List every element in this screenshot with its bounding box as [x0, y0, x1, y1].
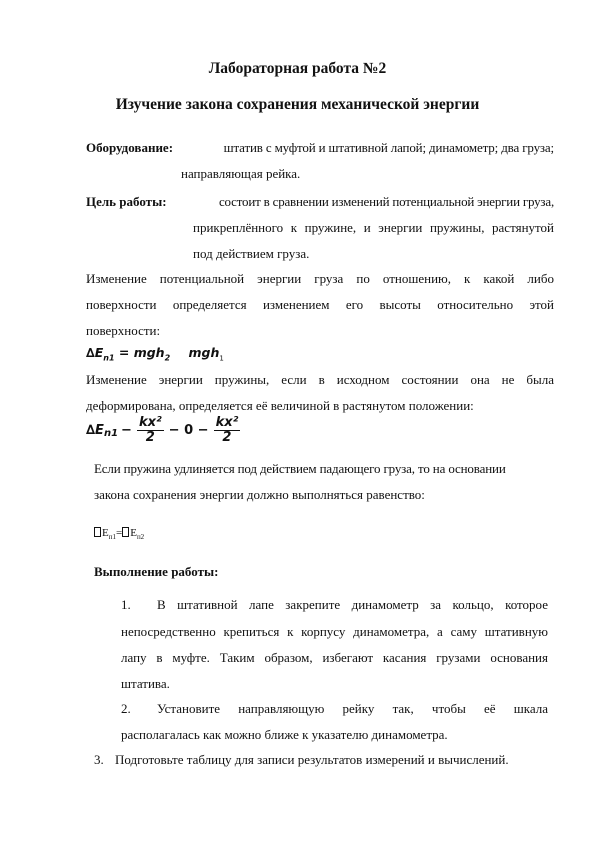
goal-line-2: прикреплённого к пружине, и энергии пружины, растянутой	[193, 220, 554, 235]
formula2-fraction-2	[214, 416, 241, 445]
step1-line-4: штатива.	[121, 676, 170, 691]
para2-line-1: Изменение энергии пружины, если в исходном состоянии она не была	[86, 372, 554, 387]
document-subtitle: Изучение закона сохранения механической энергии	[115, 96, 480, 113]
equipment-text-1: штатив с муфтой и штативной лапой; динамометр; два груза;	[223, 140, 554, 155]
equality-b: E	[130, 527, 137, 539]
equality-a-sub: п1	[108, 533, 116, 542]
formula2-den-2: 2	[222, 430, 232, 445]
formula-potential	[86, 345, 224, 363]
procedure-heading: Выполнение работы:	[94, 564, 219, 579]
formula2-den-1: 2	[145, 430, 155, 445]
para1-line-2: поверхности определяется изменением его высоты относительно этой	[86, 297, 554, 312]
delta-symbol-icon	[122, 527, 129, 537]
formula1-sub1: 1	[219, 354, 224, 363]
formula-spring	[86, 416, 242, 445]
equality-b-sub: п2	[136, 533, 145, 542]
step2-line-2: располагалась как можно ближе к указателю динамометра.	[121, 727, 448, 742]
step3-number: 3.	[94, 752, 104, 767]
goal-line-3: под действием груза.	[193, 246, 310, 261]
step2-line-1: Установите направляющую рейку так, чтобы её шкала	[157, 701, 548, 716]
goal-text-1: состоит в сравнении изменений потенциальной энергии груза,	[218, 194, 554, 209]
para1-line-3: поверхности:	[86, 323, 161, 338]
formula2-num-1: kx²	[138, 415, 162, 430]
equipment-line-1	[86, 140, 554, 156]
goal-label: Цель работы:	[86, 194, 167, 209]
formula1-sub2: 2	[164, 353, 171, 363]
step1-line-2: непосредственно крепиться к корпусу динамометра, а саму штативную	[121, 624, 548, 639]
energy-equality	[94, 527, 144, 541]
document-title: Лабораторная работа №2	[208, 60, 387, 77]
formula2-lhs: ∆E	[86, 423, 104, 438]
formula2-minus: −	[121, 423, 132, 438]
equality-eq: =	[115, 527, 123, 539]
step1-line-1: В штативной лапе закрепите динамометр за кольцо, которое	[157, 597, 548, 612]
step1-number: 1.	[121, 597, 131, 612]
para3-line-1: Если пружина удлиняется под действием падающего груза, то на основании	[94, 461, 506, 476]
formula2-num-2: kx²	[215, 415, 239, 430]
formula1-term2: mgh	[188, 345, 220, 360]
equipment-label: Оборудование:	[86, 140, 174, 155]
para2-line-2: деформирована, определяется её величиной в растянутом положении:	[86, 398, 474, 413]
equality-a: E	[102, 527, 109, 539]
para1-line-1: Изменение потенциальной энергии груза по отношению, к какой либо	[86, 271, 554, 286]
formula2-lhs-sub: n1	[103, 428, 119, 439]
step3-text: Подготовьте таблицу для записи результатов измерений и вычислений.	[115, 752, 509, 767]
goal-line-1	[86, 194, 554, 210]
formula2-fraction-1	[137, 416, 164, 445]
equipment-line-2: направляющая рейка.	[181, 166, 301, 181]
step2-number: 2.	[121, 701, 131, 716]
step1-line-3: лапу в муфте. Таким образом, избегают касания грузами основания	[121, 650, 548, 665]
para3-line-2: закона сохранения энергии должно выполняться равенство:	[94, 487, 425, 502]
formula1-lhs: ∆E	[86, 345, 104, 360]
delta-symbol-icon	[94, 527, 101, 537]
formula1-eq: = mgh	[118, 345, 165, 360]
formula2-mid: − 0 −	[168, 423, 209, 438]
formula1-lhs-sub: n1	[103, 353, 115, 363]
